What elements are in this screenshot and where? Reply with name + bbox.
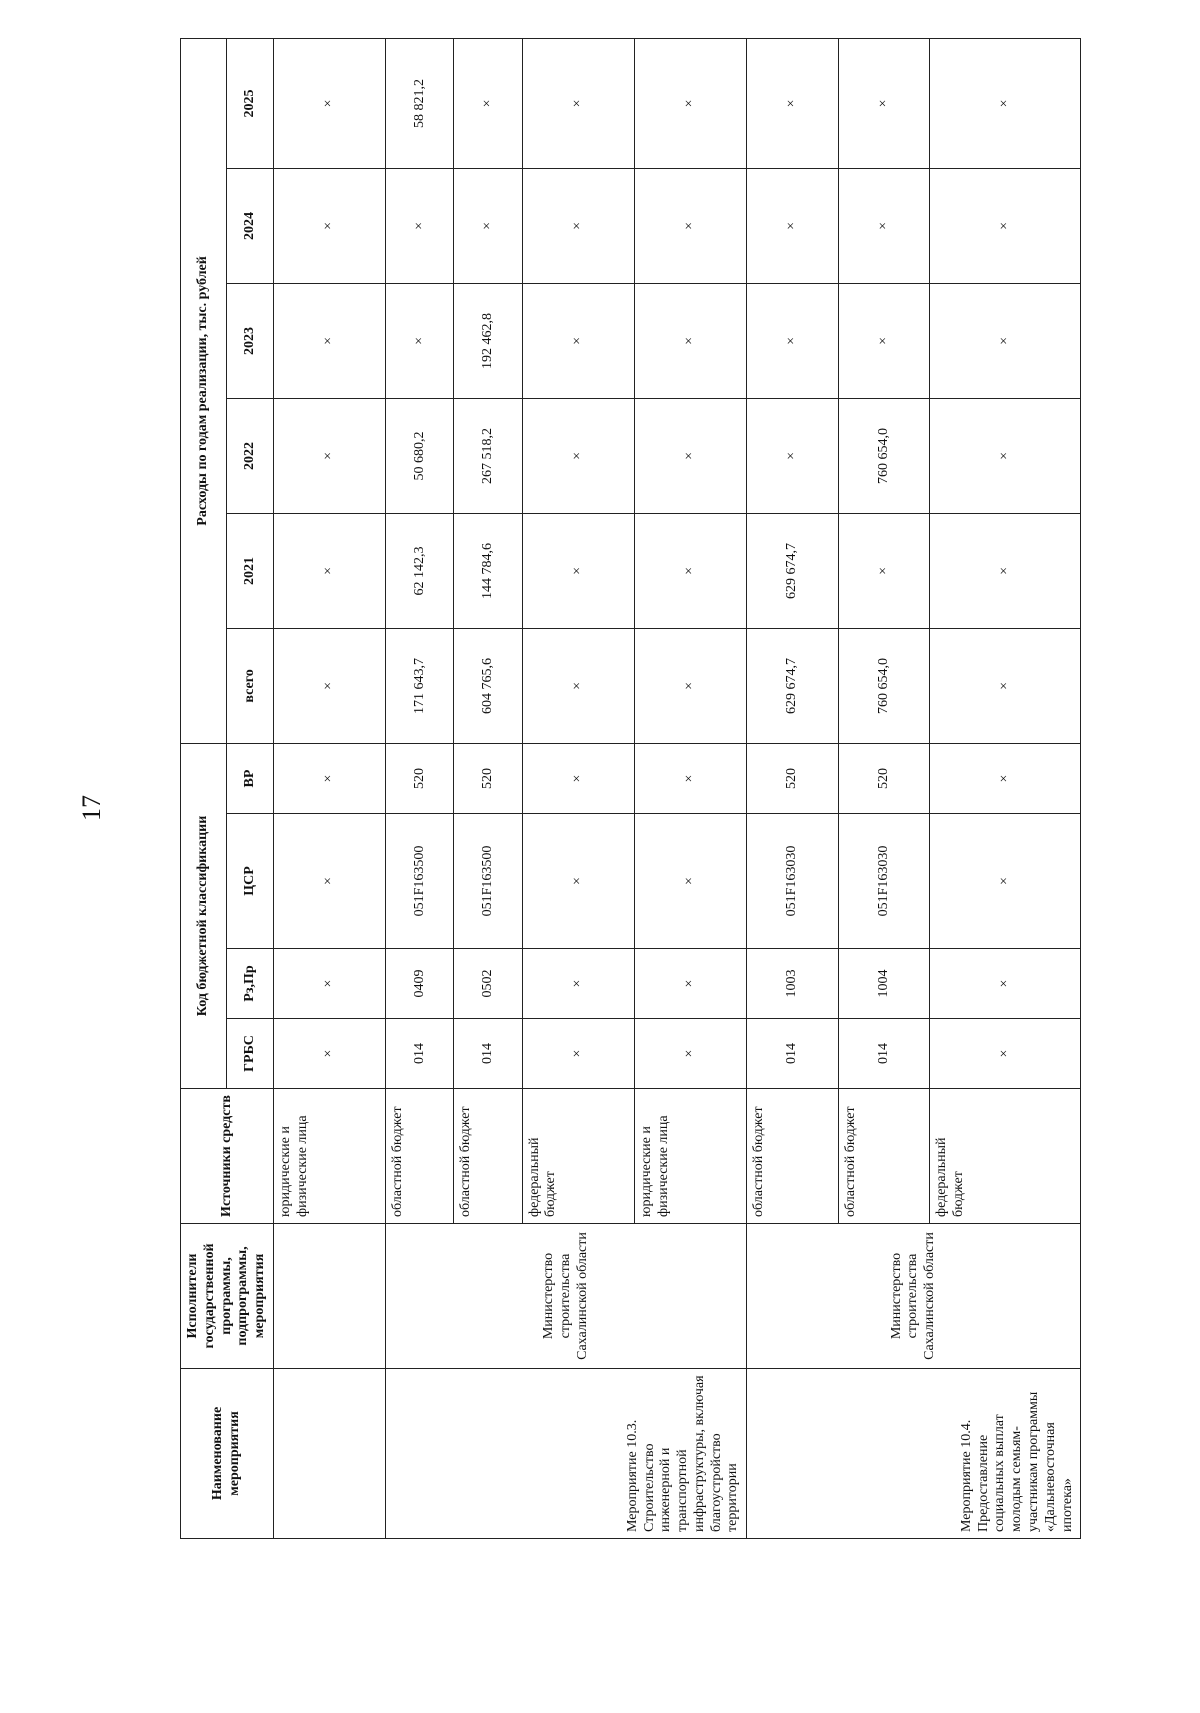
measure-10-4-name: Мероприятие 10.4. Предоставление социальных выплат молодым семьям-участникам программы «Дальневосточная ипотека»: [747, 1369, 1081, 1539]
y2022-cell: 267 518,2: [454, 398, 522, 513]
y2021-cell: ×: [522, 513, 634, 628]
rzpr-cell: 0409: [386, 949, 454, 1019]
y2025-cell: 58 821,2: [386, 38, 454, 168]
y2024-cell: ×: [273, 168, 385, 283]
y2025-cell: ×: [522, 38, 634, 168]
y2023-cell: ×: [273, 283, 385, 398]
y2024-cell: ×: [747, 168, 838, 283]
y2022-cell: 50 680,2: [386, 398, 454, 513]
y2022-cell: ×: [930, 398, 1081, 513]
csr-cell: 051F163500: [454, 814, 522, 949]
header-2021: 2021: [227, 513, 274, 628]
total-cell: 629 674,7: [747, 628, 838, 743]
y2024-cell: ×: [634, 168, 746, 283]
source-cell: областной бюджет: [838, 1089, 929, 1224]
y2023-cell: 192 462,8: [454, 283, 522, 398]
name-cell-empty: [273, 1369, 385, 1539]
y2025-cell: ×: [634, 38, 746, 168]
header-2022: 2022: [227, 398, 274, 513]
csr-cell: 051F163030: [838, 814, 929, 949]
header-rzpr: Рз,Пр: [227, 949, 274, 1019]
table-row: [747, 38, 838, 1538]
y2023-cell: ×: [930, 283, 1081, 398]
source-cell: федеральный бюджет: [930, 1089, 1081, 1224]
total-cell: 171 643,7: [386, 628, 454, 743]
rotated-table-container: [180, 39, 1075, 1539]
measure-10-4-executor: Министерство строительства Сахалинской области: [747, 1224, 1081, 1369]
vr-cell: 520: [747, 743, 838, 813]
header-csr: ЦСР: [227, 814, 274, 949]
total-cell: ×: [634, 628, 746, 743]
rzpr-cell: 1003: [747, 949, 838, 1019]
vr-cell: ×: [273, 743, 385, 813]
header-2024: 2024: [227, 168, 274, 283]
table-row: [386, 38, 454, 1538]
header-source: Источники средств: [181, 1089, 274, 1224]
rzpr-cell: ×: [273, 949, 385, 1019]
total-cell: ×: [273, 628, 385, 743]
y2022-cell: ×: [273, 398, 385, 513]
y2023-cell: ×: [747, 283, 838, 398]
total-cell: 604 765,6: [454, 628, 522, 743]
y2023-cell: ×: [634, 283, 746, 398]
csr-cell: ×: [634, 814, 746, 949]
y2023-cell: ×: [386, 283, 454, 398]
vr-cell: 520: [386, 743, 454, 813]
header-2023: 2023: [227, 283, 274, 398]
csr-cell: ×: [522, 814, 634, 949]
y2025-cell: ×: [838, 38, 929, 168]
grbs-cell: ×: [930, 1019, 1081, 1089]
source-cell: юридические и физические лица: [273, 1089, 385, 1224]
y2021-cell: ×: [634, 513, 746, 628]
y2024-cell: ×: [838, 168, 929, 283]
vr-cell: ×: [634, 743, 746, 813]
source-cell: областной бюджет: [454, 1089, 522, 1224]
csr-cell: ×: [930, 814, 1081, 949]
y2022-cell: ×: [522, 398, 634, 513]
csr-cell: ×: [273, 814, 385, 949]
source-cell: юридические и физические лица: [634, 1089, 746, 1224]
grbs-cell: 014: [386, 1019, 454, 1089]
vr-cell: 520: [454, 743, 522, 813]
y2022-cell: 760 654,0: [838, 398, 929, 513]
measure-10-3-executor: Министерство строительства Сахалинской области: [386, 1224, 747, 1369]
y2023-cell: ×: [522, 283, 634, 398]
rzpr-cell: ×: [634, 949, 746, 1019]
y2021-cell: ×: [838, 513, 929, 628]
csr-cell: 051F163030: [747, 814, 838, 949]
table-row: [273, 38, 385, 1538]
executor-cell-empty: [273, 1224, 385, 1369]
total-cell: ×: [930, 628, 1081, 743]
y2021-cell: 144 784,6: [454, 513, 522, 628]
page-number: 17: [77, 795, 106, 821]
y2022-cell: ×: [747, 398, 838, 513]
y2025-cell: ×: [747, 38, 838, 168]
y2022-cell: ×: [634, 398, 746, 513]
header-expenses-group: Расходы по годам реализации, тыс. рублей: [181, 38, 227, 743]
y2021-cell: 62 142,3: [386, 513, 454, 628]
header-vr: ВР: [227, 743, 274, 813]
y2021-cell: ×: [930, 513, 1081, 628]
y2025-cell: ×: [273, 38, 385, 168]
header-grbs: ГРБС: [227, 1019, 274, 1089]
rzpr-cell: ×: [930, 949, 1081, 1019]
rzpr-cell: 1004: [838, 949, 929, 1019]
header-name: Наименование мероприятия: [181, 1369, 274, 1539]
y2024-cell: ×: [930, 168, 1081, 283]
header-kbk-group: Код бюджетной классификации: [181, 743, 227, 1088]
y2021-cell: ×: [273, 513, 385, 628]
source-cell: федеральный бюджет: [522, 1089, 634, 1224]
grbs-cell: 014: [454, 1019, 522, 1089]
budget-table: [180, 38, 1081, 1539]
csr-cell: 051F163500: [386, 814, 454, 949]
y2024-cell: ×: [386, 168, 454, 283]
source-cell: областной бюджет: [747, 1089, 838, 1224]
y2024-cell: ×: [522, 168, 634, 283]
y2023-cell: ×: [838, 283, 929, 398]
grbs-cell: ×: [273, 1019, 385, 1089]
y2025-cell: ×: [454, 38, 522, 168]
header-total: всего: [227, 628, 274, 743]
rzpr-cell: ×: [522, 949, 634, 1019]
total-cell: 760 654,0: [838, 628, 929, 743]
y2024-cell: ×: [454, 168, 522, 283]
header-executor: Исполнители государственной программы, подпрограммы, мероприятия: [181, 1224, 274, 1369]
grbs-cell: 014: [747, 1019, 838, 1089]
grbs-cell: 014: [838, 1019, 929, 1089]
source-cell: областной бюджет: [386, 1089, 454, 1224]
grbs-cell: ×: [522, 1019, 634, 1089]
y2021-cell: 629 674,7: [747, 513, 838, 628]
measure-10-3-name: Мероприятие 10.3. Строительство инженерной и транспортной инфраструктуры, включая благоустройство территории: [386, 1369, 747, 1539]
vr-cell: ×: [522, 743, 634, 813]
y2025-cell: ×: [930, 38, 1081, 168]
total-cell: ×: [522, 628, 634, 743]
header-row-1: [181, 38, 227, 1538]
header-2025: 2025: [227, 38, 274, 168]
rzpr-cell: 0502: [454, 949, 522, 1019]
grbs-cell: ×: [634, 1019, 746, 1089]
vr-cell: ×: [930, 743, 1081, 813]
vr-cell: 520: [838, 743, 929, 813]
